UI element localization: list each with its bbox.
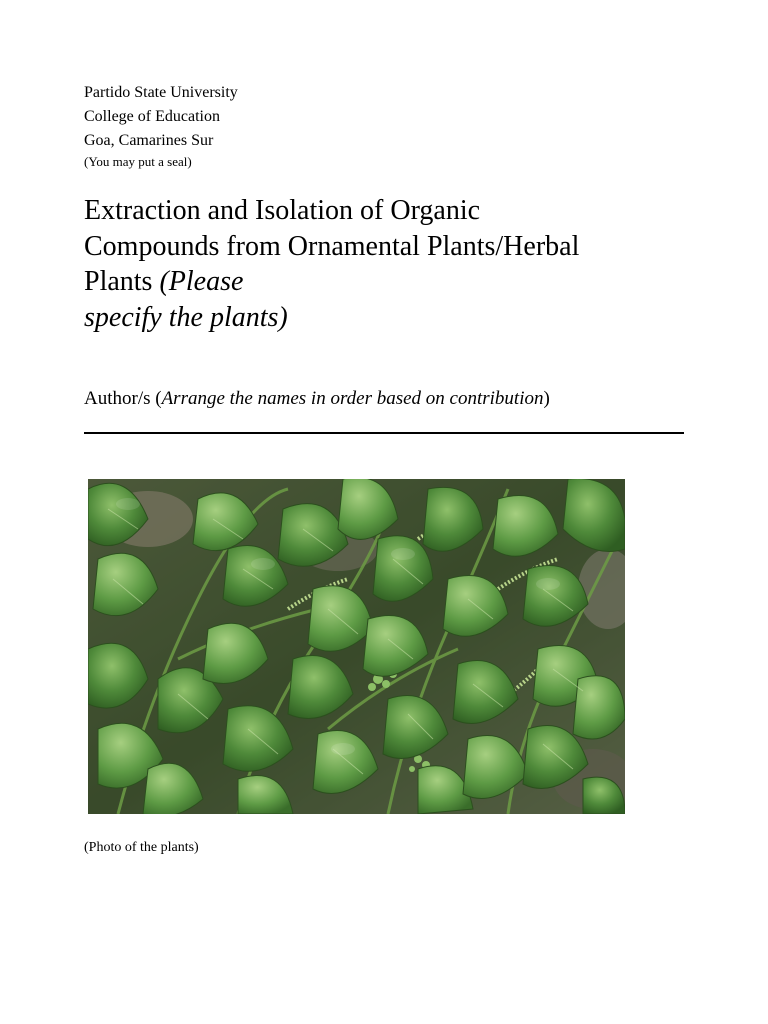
title-line-2: Compounds from Ornamental Plants/Herbal — [84, 230, 580, 262]
title-line-1: Extraction and Isolation of Organic — [84, 195, 481, 226]
location: Goa, Camarines Sur — [84, 132, 214, 149]
photo-caption: (Photo of the plants) — [84, 840, 199, 855]
plant-photo-icon — [88, 479, 625, 814]
authors-line — [84, 386, 550, 412]
authors-close: ) — [543, 388, 550, 409]
title-line-4: specify the plants) — [84, 301, 288, 333]
author-signature-line — [84, 432, 684, 434]
document-title — [84, 193, 704, 335]
plant-photo — [88, 479, 625, 814]
college-name: College of Education — [84, 108, 220, 125]
title-line-3 — [84, 264, 704, 300]
university-name: Partido State University — [84, 84, 238, 101]
institution-header — [84, 81, 684, 171]
title-line-3-main: Plants — [84, 266, 160, 297]
authors-instruction: Arrange the names in order based on contribution — [161, 388, 544, 409]
authors-label: Author/s ( — [84, 388, 162, 409]
seal-note: (You may put a seal) — [84, 154, 192, 169]
title-specify-note: (Please — [159, 266, 244, 297]
